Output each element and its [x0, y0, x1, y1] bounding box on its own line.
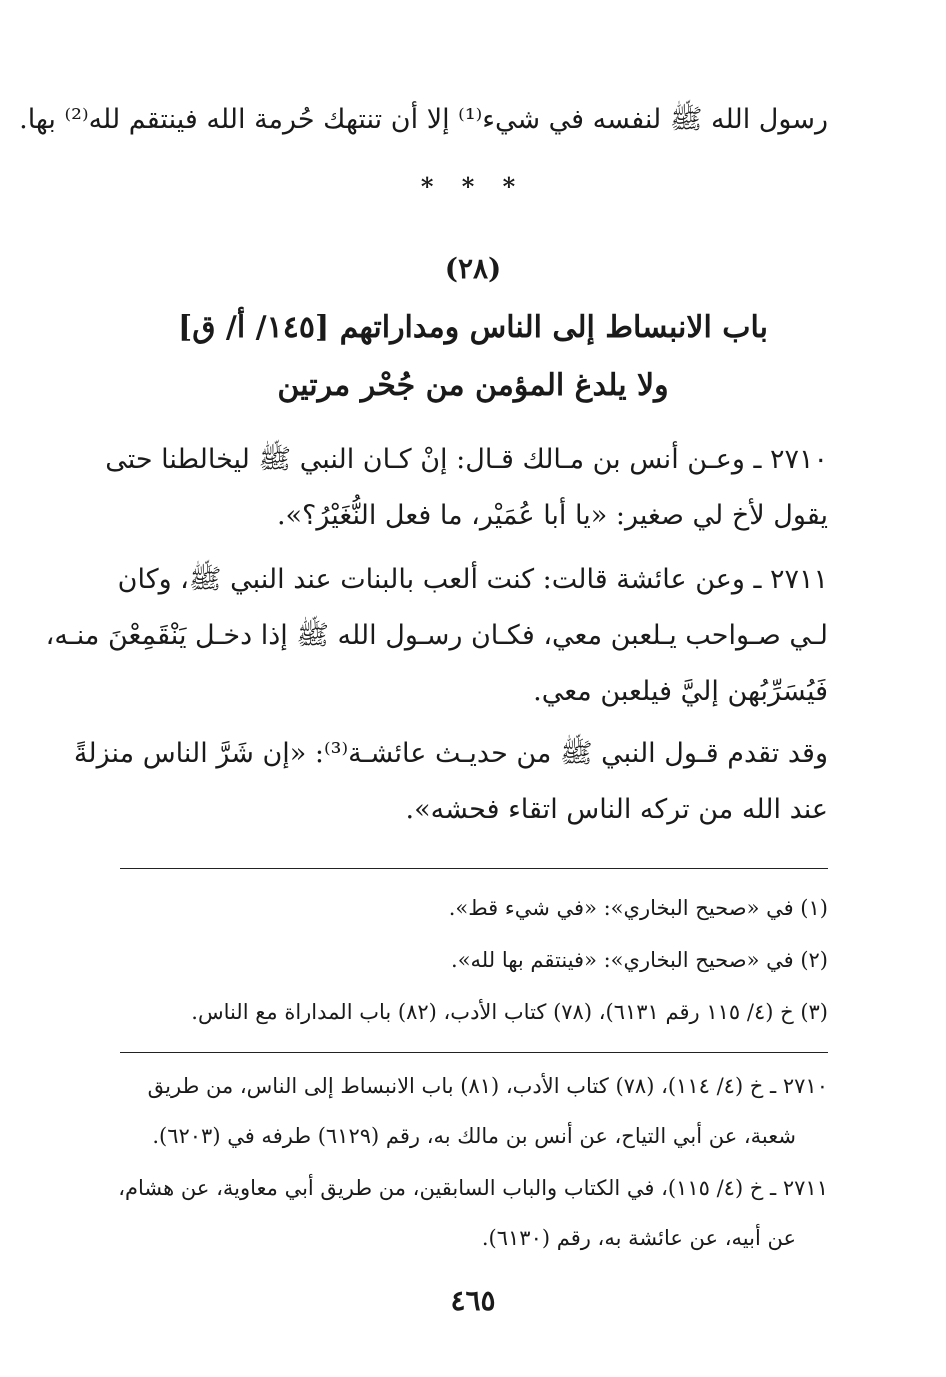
footnote-3: (٣) خ (٤/ ١١٥ رقم ٦١٣١)، (٧٨) كتاب الأدب، (٨٢) باب المداراة مع الناس. [191, 1000, 828, 1024]
hadith-2711-line-2: لـي صـواحب يـلعبن معي، فكـان رسـول الله ﷺ إذا دخـل يَنْقَمِعْنَ منـه، [45, 620, 828, 651]
footnote-1: (١) في «صحيح البخاري»: «في شيء قط». [448, 896, 828, 920]
source-2711-line-1: ٢٧١١ ـ خ (٤/ ١١٥)، في الكتاب والباب السابقين، من طريق أبي معاوية، عن هشام، [118, 1176, 828, 1200]
footnote-2: (٢) في «صحيح البخاري»: «فينتقم بها لله». [451, 948, 828, 972]
note-line-1: وقد تقدم قـول النبي ﷺ من حديـث عائشـة⁽³⁾: «إن شَرَّ الناس منزلةً [73, 738, 828, 769]
note-line-2: عند الله من تركه الناس اتقاء فحشه». [405, 794, 828, 825]
sources-divider [120, 1052, 828, 1053]
hadith-2711-line-3: فَيُسَرِّبُهن إليَّ فيلعبن معي. [533, 676, 828, 707]
section-separator-stars: * * * [420, 172, 526, 201]
continuation-text-line: رسول الله ﷺ لنفسه في شيء⁽¹⁾ إلا أن تنتهك حُرمة الله فينتقم لله⁽²⁾ بها. [19, 104, 828, 135]
hadith-2710-line-2: يقول لأخ لي صغير: «يا أبا عُمَيْر، ما فعل النُّغَيْرُ؟». [276, 500, 828, 531]
section-number: (٢٨) [444, 252, 502, 285]
source-2710-line-1: ٢٧١٠ ـ خ (٤/ ١١٤)، (٧٨) كتاب الأدب، (٨١) باب الانبساط إلى الناس، من طريق [147, 1074, 828, 1098]
hadith-2711-line-1: ٢٧١١ ـ وعن عائشة قالت: كنت ألعب بالبنات عند النبي ﷺ، وكان [117, 564, 828, 595]
footnotes-divider [120, 868, 828, 869]
source-2710-line-2: شعبة، عن أبي التياح، عن أنس بن مالك به، رقم (٦١٢٩) طرفه في (٦٢٠٣). [152, 1124, 796, 1148]
source-2711-line-2: عن أبيه، عن عائشة به، رقم (٦١٣٠). [481, 1226, 796, 1250]
chapter-title: باب الانبساط إلى الناس ومداراتهم [١٤٥/ أ/ ق] [178, 310, 768, 345]
chapter-subtitle: ولا يلدغ المؤمن من جُحْر مرتين [277, 368, 669, 403]
hadith-2710-line-1: ٢٧١٠ ـ وعـن أنس بن مـالك قـال: إنْ كـان النبي ﷺ ليخالطنا حتى [105, 444, 828, 475]
page-number: ٤٦٥ [450, 1284, 496, 1317]
